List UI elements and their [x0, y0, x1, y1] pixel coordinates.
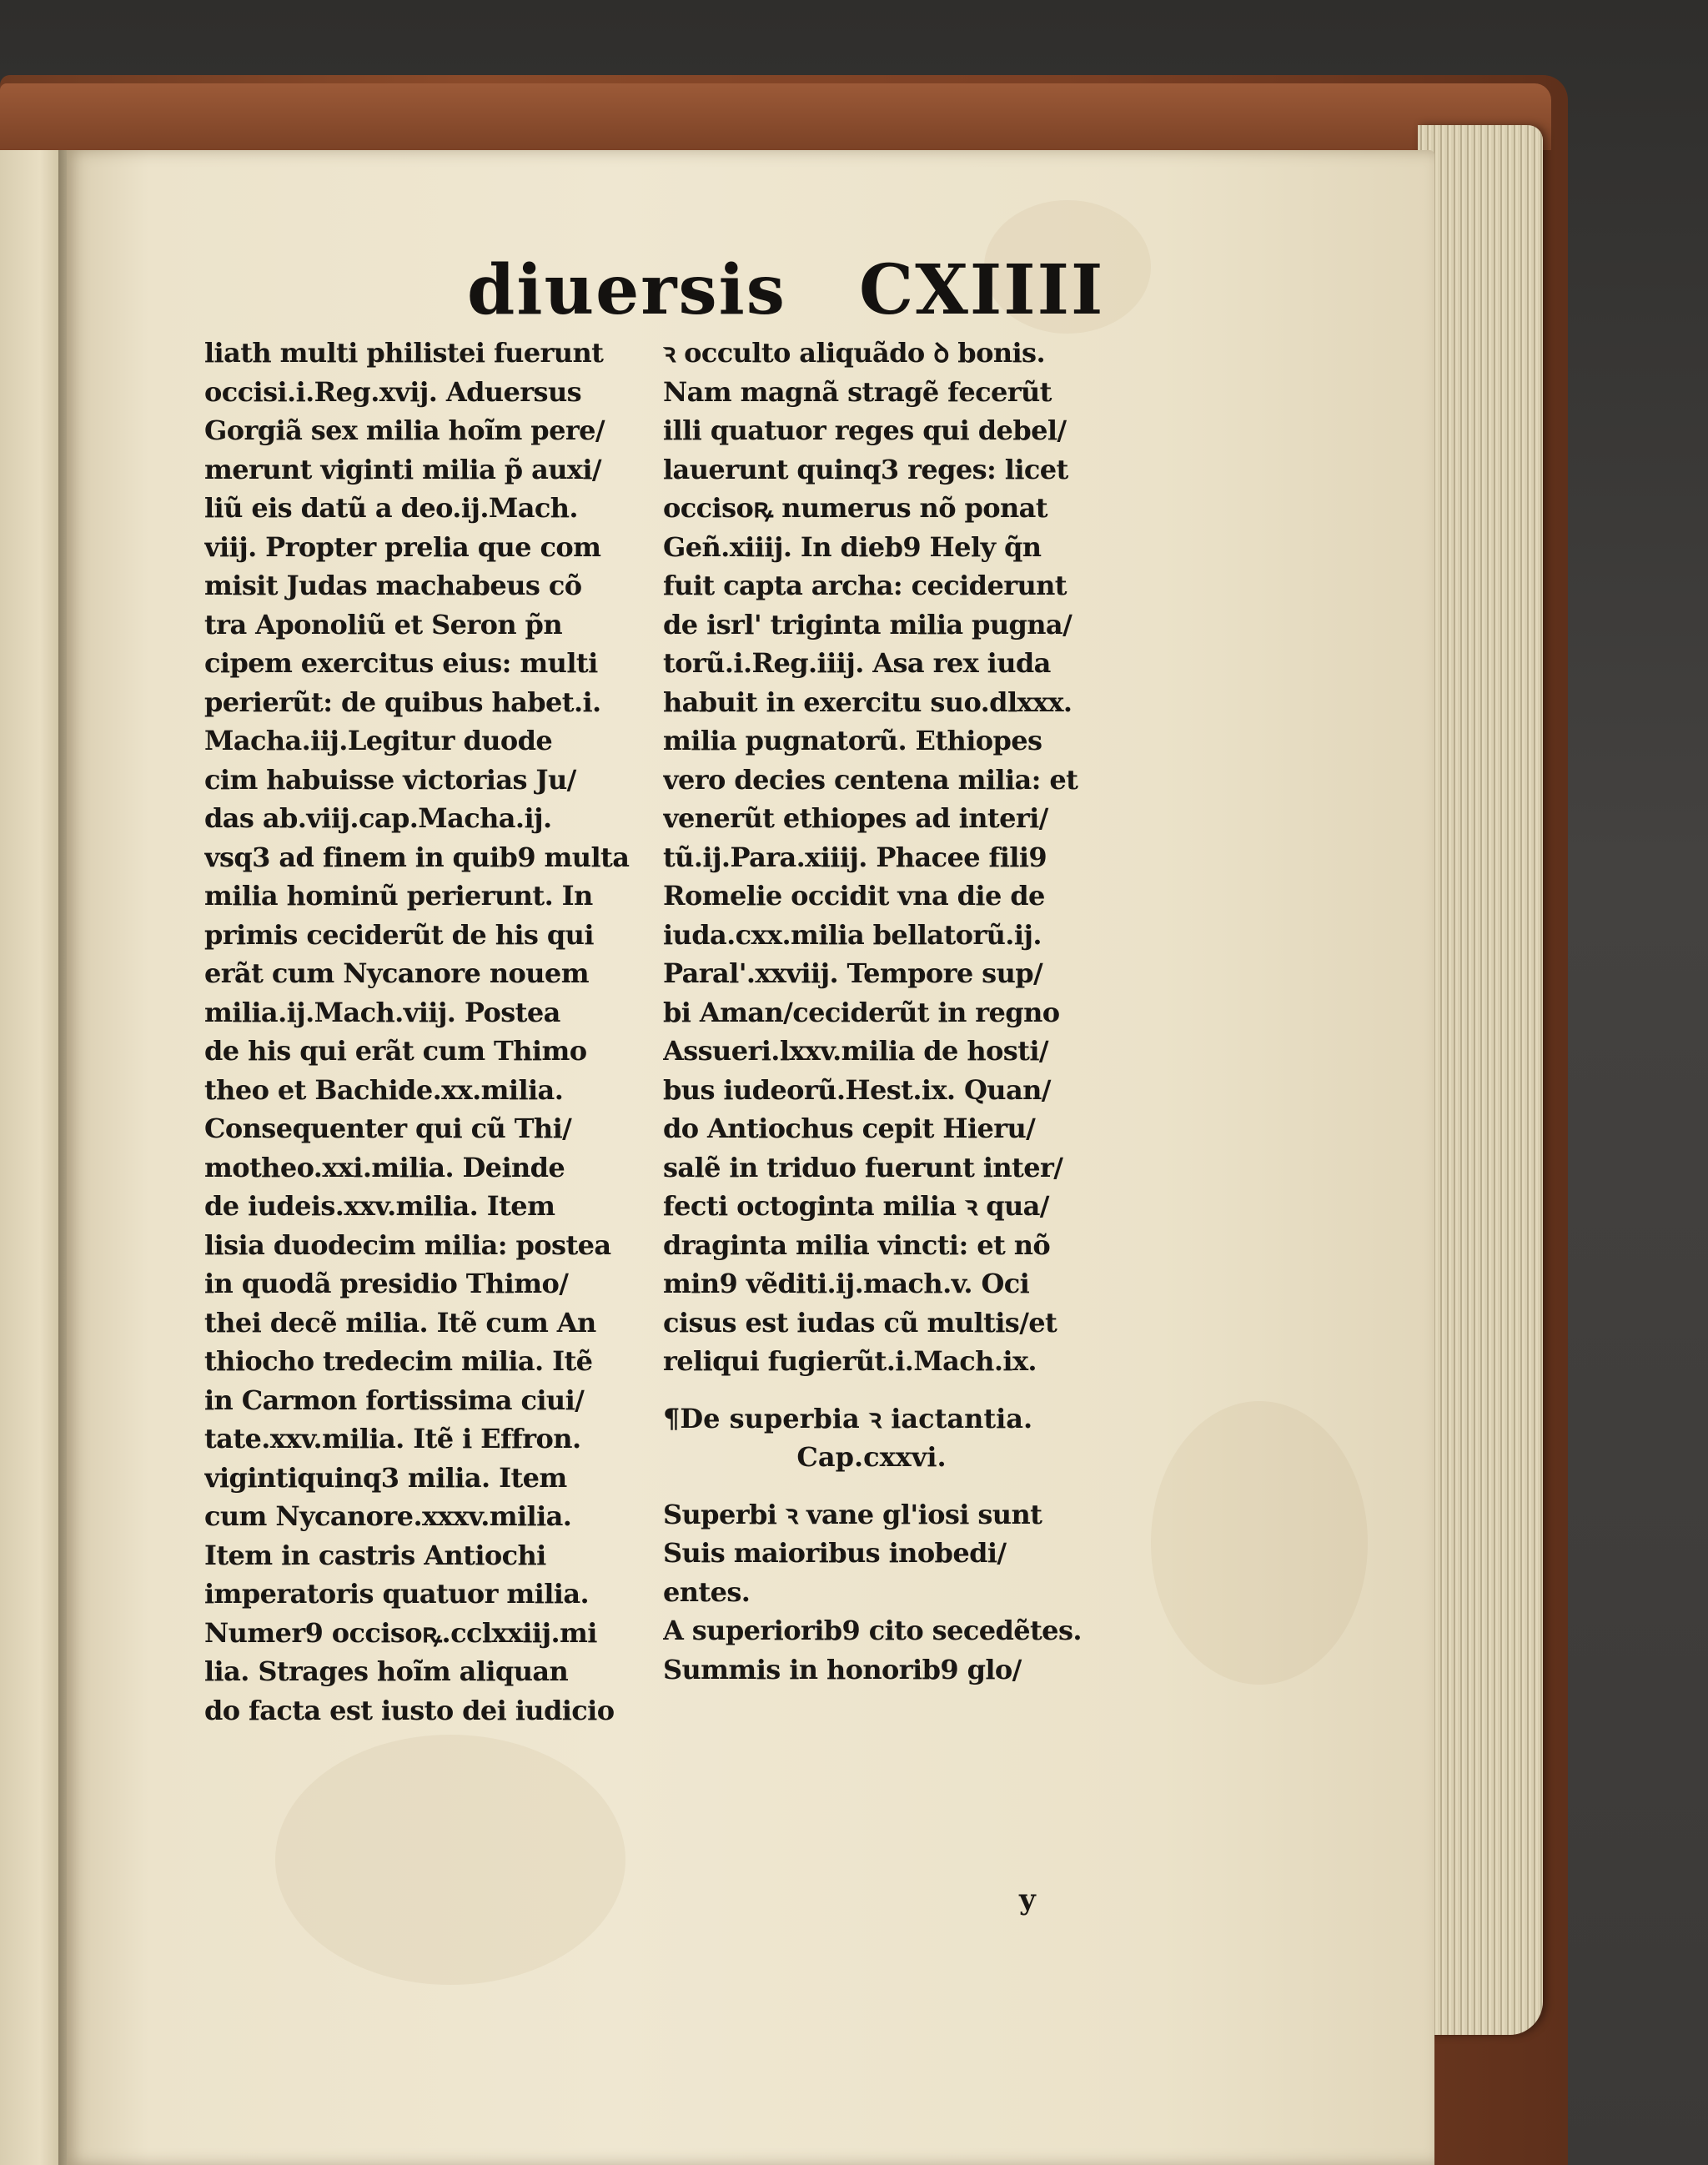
text-line: Assueri.lxxv.milia de hosti/ — [663, 1035, 1048, 1067]
verse-line: Superbi ꝛ vane gl'iosi sunt — [663, 1498, 1042, 1530]
chapter-number: Cap.cxxvi. — [796, 1441, 947, 1473]
text-line: Macha.iij.Legitur duode — [204, 725, 553, 756]
text-line: Gorgiã sex milia hoĩm pere/ — [204, 414, 605, 446]
text-line: in Carmon fortissima ciui/ — [204, 1384, 585, 1416]
left-page-edge — [0, 150, 67, 2165]
chapter-heading — [663, 1399, 1113, 1477]
verse-line: A superiorib9 cito secedẽtes. — [663, 1615, 1082, 1646]
right-text-column — [663, 334, 1113, 1689]
running-head — [467, 250, 1105, 342]
text-line: tate.xxv.milia. Itẽ i Effron. — [204, 1423, 581, 1454]
text-line: milia hominũ perierunt. In — [204, 880, 593, 912]
text-line: motheo.xxi.milia. Deinde — [204, 1151, 565, 1183]
text-line: Consequenter qui cũ Thi/ — [204, 1113, 572, 1144]
verse-line: entes. — [663, 1575, 751, 1608]
text-line: habuit in exercitu suo.dlxxx. — [663, 686, 1073, 718]
text-line: iuda.cxx.milia bellatorũ.ij. — [663, 918, 1042, 951]
text-line: cum Nycanore.xxxv.milia. — [204, 1500, 572, 1532]
text-line: liũ eis datũ a deo.ij.Mach. — [204, 492, 578, 524]
text-line: Nam magnã stragẽ fecerũt — [663, 375, 1052, 408]
text-line: vigintiquinq3 milia. Item — [204, 1461, 567, 1494]
text-line: ꝛ occulto aliquãdo ꝺ bonis. — [663, 337, 1045, 369]
text-line: liath multi philistei fuerunt — [204, 337, 604, 369]
text-line: bi Aman/ceciderũt in regno — [663, 996, 1060, 1028]
folio-number: CXIIII — [859, 250, 1105, 330]
text-line: Romelie occidit vna die de — [663, 880, 1045, 912]
text-line: misit Judas machabeus cõ — [204, 570, 582, 601]
text-line: cipem exercitus eius: multi — [204, 647, 598, 679]
text-line: tũ.ij.Para.xiiij. Phacee fili9 — [663, 841, 1047, 873]
text-line: vero decies centena milia: et — [663, 763, 1078, 796]
text-line: Item in castris Antiochi — [204, 1539, 546, 1571]
text-line: Numer9 occisoꝶ.cclxxiij.mi — [204, 1616, 597, 1649]
text-line: thiocho tredecim milia. Itẽ — [204, 1345, 593, 1377]
verse-line: Suis maioribus inobedi/ — [663, 1537, 1007, 1569]
text-line: in quodã presidio Thimo/ — [204, 1268, 569, 1299]
text-line: vsq3 ad finem in quib9 multa — [204, 841, 630, 873]
text-line: Geñ.xiiij. In dieb9 Hely q̃n — [663, 530, 1042, 563]
text-line: venerũt ethiopes ad interi/ — [663, 802, 1048, 834]
text-line: lauerunt quinq3 reges: licet — [663, 453, 1068, 485]
text-line: reliqui fugierũt.i.Mach.ix. — [663, 1345, 1037, 1377]
text-line: thei decẽ milia. Itẽ cum An — [204, 1306, 596, 1339]
chapter-title: ¶De superbia ꝛ iactantia. — [663, 1402, 1033, 1434]
text-line: torũ.i.Reg.iiij. Asa rex iuda — [663, 647, 1051, 679]
text-line: occisi.i.Reg.xvij. Aduersus — [204, 375, 582, 408]
signature-mark: y — [1019, 1883, 1036, 1916]
text-line: viij. Propter prelia que com — [204, 530, 601, 563]
left-text-column — [204, 334, 651, 1730]
text-line: do facta est iusto dei iudicio — [204, 1694, 615, 1726]
text-line: perierũt: de quibus habet.i. — [204, 686, 601, 718]
text-line: salẽ in triduo fuerunt inter/ — [663, 1151, 1063, 1183]
running-head-word: diuersis — [467, 250, 786, 330]
verse-block — [663, 1495, 1113, 1690]
text-line: de isrl' triginta milia pugna/ — [663, 608, 1073, 640]
text-line: primis ceciderũt de his qui — [204, 918, 594, 951]
binding-top-edge — [0, 83, 1551, 150]
text-line: das ab.viij.cap.Macha.ij. — [204, 802, 552, 834]
text-line: milia pugnatorũ. Ethiopes — [663, 725, 1042, 756]
text-line: cisus est iudas cũ multis/et — [663, 1306, 1057, 1339]
verse-line: Summis in honorib9 glo/ — [663, 1653, 1022, 1685]
text-line: imperatoris quatuor milia. — [204, 1578, 590, 1610]
text-line: de his qui erãt cum Thimo — [204, 1035, 587, 1067]
text-line: illi quatuor reges qui debel/ — [663, 414, 1067, 446]
text-line: occisoꝶ numerus nõ ponat — [663, 492, 1047, 524]
text-line: erãt cum Nycanore nouem — [204, 957, 589, 989]
text-line: merunt viginti milia p̃ auxi/ — [204, 453, 601, 485]
text-line: do Antiochus cepit Hieru/ — [663, 1113, 1036, 1144]
text-line: fuit capta archa: ceciderunt — [663, 570, 1067, 601]
text-line: min9 vẽditi.ij.mach.v. Oci — [663, 1268, 1030, 1299]
text-line: tra Aponoliũ et Seron p̃n — [204, 608, 562, 640]
text-line: lia. Strages hoĩm aliquan — [204, 1655, 569, 1687]
text-line: milia.ij.Mach.viij. Postea — [204, 996, 560, 1028]
text-line: bus iudeorũ.Hest.ix. Quan/ — [663, 1073, 1051, 1106]
text-line: Paral'.xxviij. Tempore sup/ — [663, 957, 1043, 989]
text-line: fecti octoginta milia ꝛ qua/ — [663, 1190, 1049, 1222]
text-line: theo et Bachide.xx.milia. — [204, 1073, 564, 1106]
text-line: cim habuisse victorias Ju/ — [204, 763, 576, 796]
page-edges — [1418, 125, 1543, 2035]
text-line: de iudeis.xxv.milia. Item — [204, 1190, 555, 1222]
text-line: lisia duodecim milia: postea — [204, 1228, 611, 1261]
text-line: draginta milia vincti: et nõ — [663, 1228, 1051, 1261]
